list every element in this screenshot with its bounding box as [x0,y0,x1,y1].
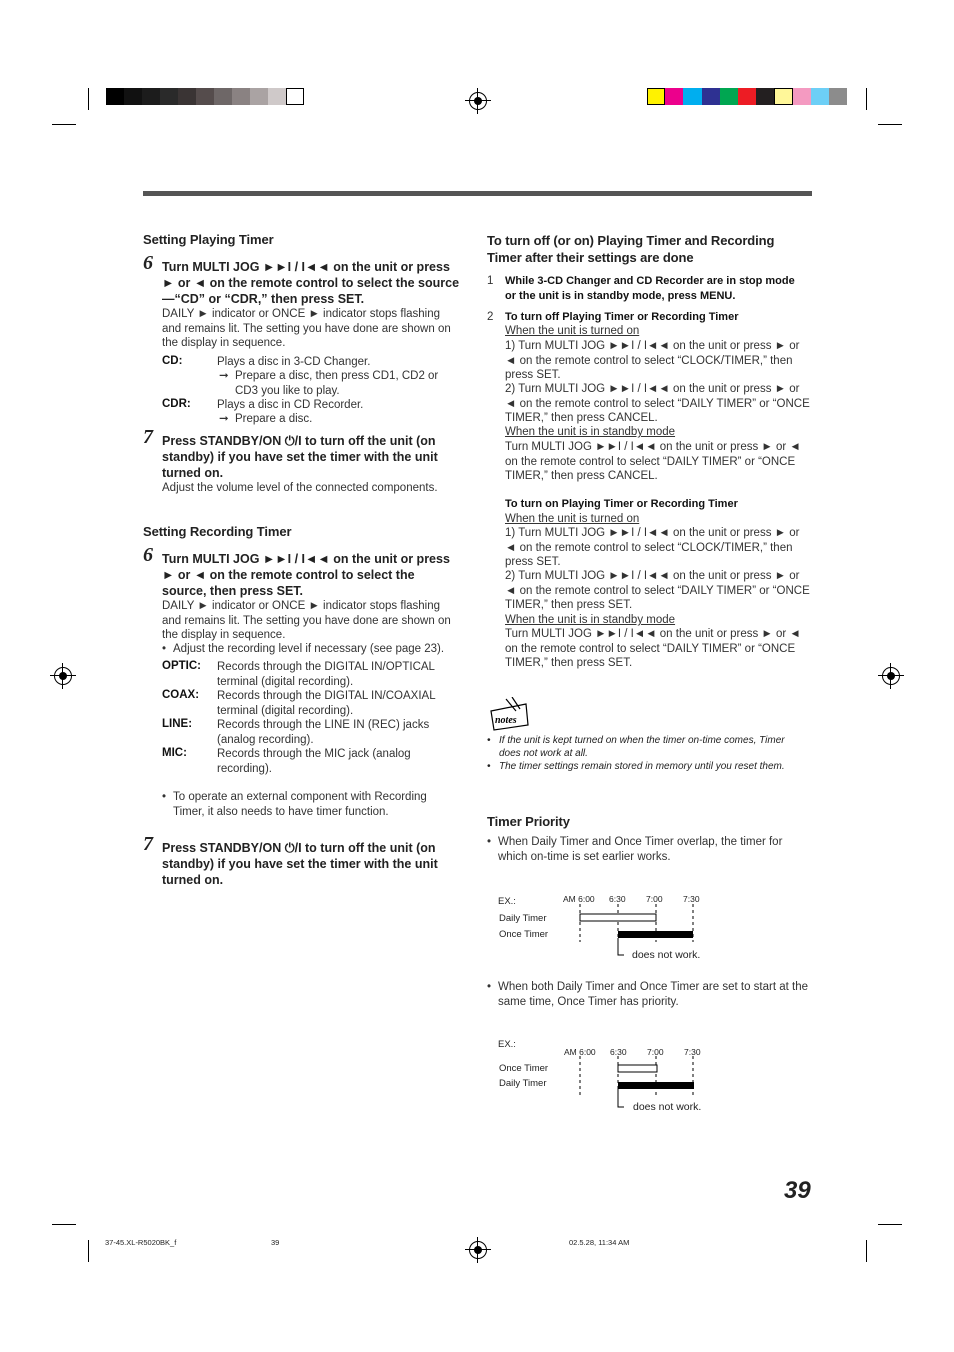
list-number: 1 [487,275,494,287]
recording-level-note: Adjust the recording level if necessary (see page 23). [173,643,445,655]
color-swatch [829,88,847,105]
registration-mark-icon [882,667,900,685]
color-swatch [683,88,701,105]
arrow-icon: ➞ [219,413,229,425]
bullet-icon: • [162,643,167,655]
timer-row-label: Once Timer [499,929,549,940]
color-swatch [178,88,196,105]
color-swatch [124,88,142,105]
arrow-icon: ➞ [219,370,229,382]
color-swatch [214,88,232,105]
list-item-2: To turn off Playing Timer or Recording Timer [505,311,739,323]
crop-mark [878,124,902,125]
optic-label: OPTIC: [162,660,201,672]
notes-label: notes [495,715,517,726]
step-7-instruction: Press STANDBY/ON ⏻/I to turn off the unit (on standby) if you have set the timer with the unit turned on. [162,841,438,887]
line-description: Records through the LINE IN (REC) jacks (analog recording). [217,719,430,746]
top-rule [143,191,812,196]
note-1: If the unit is kept turned on when the timer on-time comes, Timer does not work at all. [499,735,785,759]
step-number: 6 [143,544,153,566]
page-number: 39 [784,1177,811,1204]
timer-row-label: Daily Timer [499,1078,547,1089]
step-6-instruction: Turn MULTI JOG ►►I / I◄◄ on the unit or press ► or ◄ on the remote control to select the source, then press SET. [162,552,450,598]
registration-mark-icon [54,667,72,685]
subheading-standby: When the unit is in standby mode [505,426,676,438]
color-swatch [702,88,720,105]
color-swatch [286,88,304,105]
does-not-work-caption: does not work. [632,949,701,961]
list-item-1: While 3-CD Changer and CD Recorder are in stop mode or the unit is in standby mode, press MENU. [505,275,795,302]
crop-mark [878,1224,902,1225]
bullet-icon: • [487,735,491,746]
cdr-instruction: Prepare a disc. [235,413,313,425]
time-label: 7:30 [683,894,700,904]
step-number: 6 [143,252,153,274]
crop-mark [88,88,89,110]
procedure-step: 2) Turn MULTI JOG ►►I / I◄◄ on the unit or press ► or ◄ on the remote control to select “DAILY TIMER” or “ONCE TIMER,” then press CANCEL. [505,383,810,424]
subheading-standby: When the unit is in standby mode [505,614,676,626]
time-label: 6:30 [609,894,626,904]
section-heading-recording-timer: Setting Recording Timer [143,524,292,539]
daily-timer-bar [618,1082,694,1089]
time-label: 7:30 [684,1047,701,1057]
section-heading-turn-off-on: To turn off (or on) Playing Timer and Recording Timer after their settings are done [487,233,775,265]
crop-mark [52,1224,76,1225]
priority-rule-2: When both Daily Timer and Once Timer are set to start at the same time, Once Timer has priority. [498,981,808,1008]
color-swatch [738,88,756,105]
time-label: 6:30 [610,1047,627,1057]
subheading-turned-on: When the unit is turned on [505,513,640,525]
crop-mark [866,1240,867,1262]
color-swatch [774,88,792,105]
color-swatch [268,88,286,105]
cdr-description: Plays a disc in CD Recorder. [217,399,364,411]
turn-on-heading: To turn on Playing Timer or Recording Timer [505,498,738,510]
time-label: AM 6:00 [564,1047,596,1057]
section-heading-timer-priority: Timer Priority [487,814,570,829]
procedure-step: 1) Turn MULTI JOG ►►I / I◄◄ on the unit or press ► or ◄ on the remote control to select “CLOCK/TIMER,” then press SET. [505,340,800,381]
color-swatch [811,88,829,105]
step-number: 7 [143,833,153,855]
optic-description: Records through the DIGITAL IN/OPTICAL terminal (digital recording). [217,661,435,688]
does-not-work-caption: does not work. [633,1101,702,1113]
step-6-instruction: Turn MULTI JOG ►►I / I◄◄ on the unit or press ► or ◄ on the remote control to select the source—“CD” or “CDR,” then press SET. [162,260,460,306]
color-swatch [665,88,683,105]
step-7-description: Adjust the volume level of the connected components. [162,482,438,494]
bullet-icon: • [162,791,167,803]
subheading-turned-on: When the unit is turned on [505,325,640,337]
timer-row-label: Daily Timer [499,913,547,924]
color-swatch [160,88,178,105]
cdr-label: CDR: [162,398,191,410]
coax-description: Records through the DIGITAL IN/COAXIAL terminal (digital recording). [217,690,436,717]
color-swatch [196,88,214,105]
color-swatch [793,88,811,105]
footer-date: 02.5.28, 11:34 AM [569,1238,630,1247]
step-number: 7 [143,426,153,448]
example-label: EX.: [498,896,516,907]
bullet-icon: • [487,836,492,848]
registration-mark-icon [469,1241,487,1259]
color-swatch [250,88,268,105]
cd-instruction: Prepare a disc, then press CD1, CD2 or CD3 you like to play. [235,370,439,397]
note-2: The timer settings remain stored in memory until you reset them. [499,761,785,772]
color-swatch [232,88,250,105]
time-label: 7:00 [647,1047,664,1057]
mic-label: MIC: [162,747,187,759]
crop-mark [866,88,867,110]
crop-mark [52,124,76,125]
step-7-instruction: Press STANDBY/ON ⏻/I to turn off the unit (on standby) if you have set the timer with the unit turned on. [162,434,438,480]
cd-label: CD: [162,355,183,367]
procedure-step: Turn MULTI JOG ►►I / I◄◄ on the unit or press ► or ◄ on the remote control to select “DAILY TIMER” or “ONCE TIMER,” then press SET. [505,628,801,669]
section-heading-playing-timer: Setting Playing Timer [143,232,274,247]
bullet-icon: • [487,981,492,993]
mic-description: Records through the MIC jack (analog recording). [217,748,411,775]
time-label: AM 6:00 [563,894,595,904]
cd-description: Plays a disc in 3-CD Changer. [217,356,371,368]
procedure-step: Turn MULTI JOG ►►I / I◄◄ on the unit or press ► or ◄ on the remote control to select “DAILY TIMER” or “ONCE TIMER,” then press CANCEL. [505,441,801,482]
once-timer-bar [618,1065,657,1072]
footer-page: 39 [271,1238,280,1247]
color-swatch [142,88,160,105]
priority-rule-1: When Daily Timer and Once Timer overlap, the timer for which on-time is set earlier works. [498,836,783,863]
once-timer-bar [618,931,693,938]
crop-mark [88,1240,89,1262]
registration-mark-icon [469,92,487,110]
time-label: 7:00 [646,894,663,904]
procedure-step: 1) Turn MULTI JOG ►►I / I◄◄ on the unit or press ► or ◄ on the remote control to select “CLOCK/TIMER,” then press SET. [505,527,800,568]
bullet-icon: • [487,761,491,772]
color-swatch [720,88,738,105]
external-component-note: To operate an external component with Recording Timer, it also needs to have timer function. [173,791,427,818]
color-swatch [756,88,774,105]
notes-icon [488,697,532,733]
example-label: EX.: [498,1039,516,1050]
step-6-description: DAILY ► indicator or ONCE ► indicator stops flashing and remains lit. The setting you have done are shown on the display in sequence. [162,600,451,641]
timer-row-label: Once Timer [499,1063,549,1074]
procedure-step: 2) Turn MULTI JOG ►►I / I◄◄ on the unit or press ► or ◄ on the remote control to select “DAILY TIMER” or “ONCE TIMER,” then press SET. [505,570,810,611]
color-swatch [647,88,665,105]
daily-timer-bar [580,914,656,921]
step-6-description: DAILY ► indicator or ONCE ► indicator stops flashing and remains lit. The setting you have done are shown on the display in sequence. [162,308,451,349]
coax-label: COAX: [162,689,200,701]
list-number: 2 [487,311,494,323]
color-swatch [106,88,124,105]
line-label: LINE: [162,718,193,730]
footer-filename: 37-45.XL-R5020BK_f [105,1238,177,1247]
